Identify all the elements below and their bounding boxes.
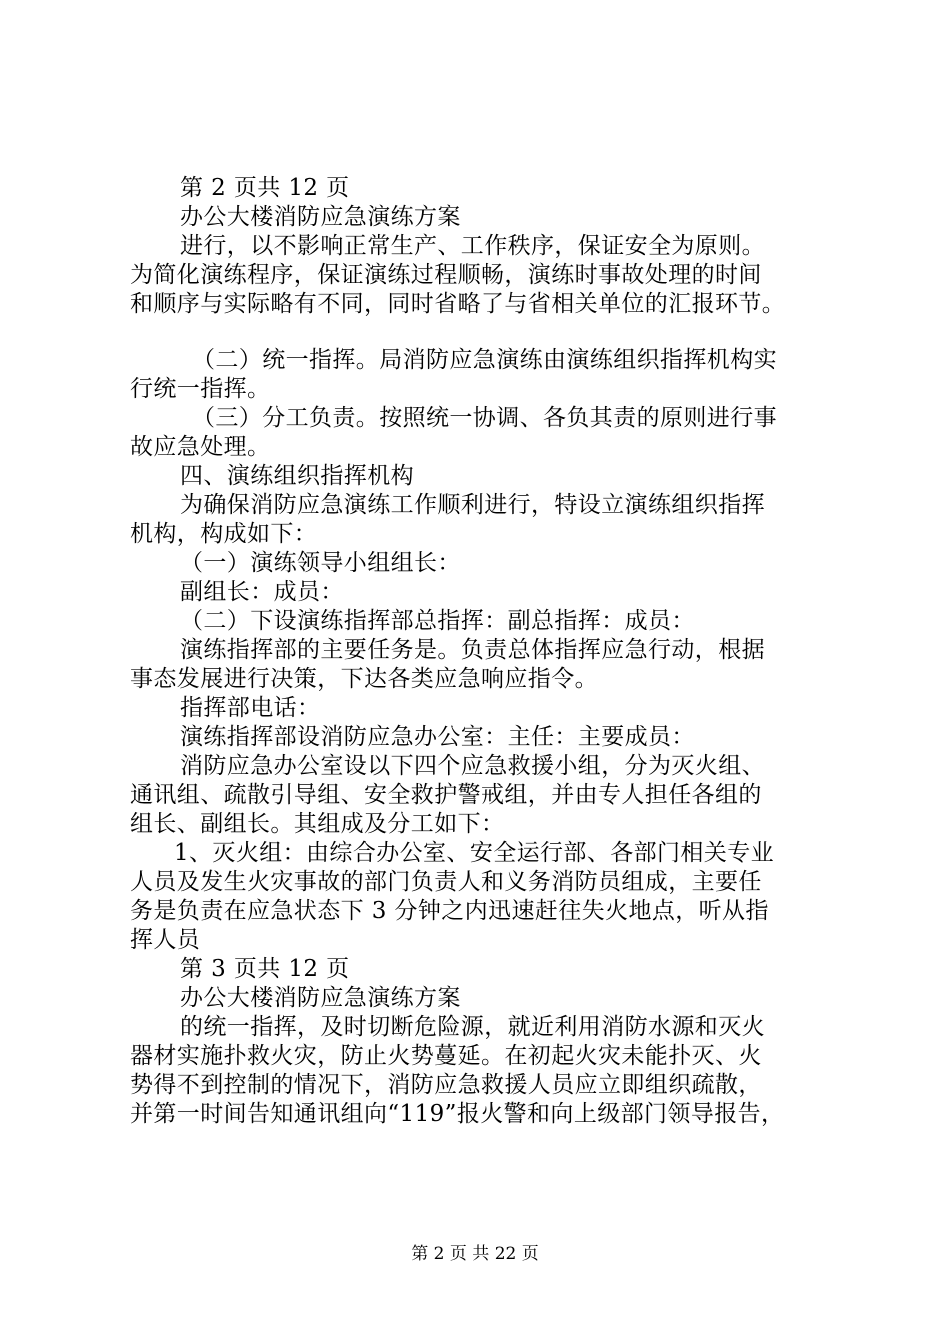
paragraph-line: （二）下设演练指挥部总指挥：副总指挥：成员： — [180, 608, 695, 634]
paragraph-line: （一）演练领导小组组长： — [180, 550, 461, 576]
page-marker: 第 3 页共 12 页 — [180, 956, 350, 982]
paragraph-line: 机构，构成如下： — [130, 521, 318, 547]
paragraph-line: 务是负责在应急状态下 3 分钟之内迅速赶往失火地点，听从指 — [130, 898, 769, 924]
page-marker: 第 2 页共 12 页 — [180, 175, 350, 201]
paragraph-line: 为简化演练程序，保证演练过程顺畅，演练时事故处理的时间 — [130, 262, 762, 288]
paragraph-line: 通讯组、疏散引导组、安全救护警戒组，并由专人担任各组的 — [130, 782, 762, 808]
page-footer: 第 2 页 共 22 页 — [411, 1244, 539, 1264]
paragraph-line: 演练指挥部的主要任务是。负责总体指挥应急行动，根据 — [180, 637, 765, 663]
paragraph-line: 的统一指挥，及时切断危险源，就近利用消防水源和灭火 — [180, 1014, 765, 1040]
paragraph-line: 副组长：成员： — [180, 579, 344, 605]
paragraph-line: 消防应急办公室设以下四个应急救援小组，分为灭火组、 — [180, 753, 765, 779]
paragraph-line: 挥人员 — [130, 927, 201, 953]
document-body — [130, 174, 840, 1129]
running-header: 办公大楼消防应急演练方案 — [180, 985, 461, 1011]
paragraph-line: 为确保消防应急演练工作顺利进行，特设立演练组织指挥 — [180, 492, 765, 518]
section-heading: 四、演练组织指挥机构 — [180, 463, 414, 489]
paragraph-line: 1、灭火组：由综合办公室、安全运行部、各部门相关专业 — [174, 840, 775, 866]
paragraph-line: 势得不到控制的情况下，消防应急救援人员应立即组织疏散， — [130, 1072, 762, 1098]
paragraph-line: 指挥部电话： — [180, 695, 321, 721]
paragraph-line: （三）分工负责。按照统一协调、各负其责的原则进行事 — [192, 405, 777, 431]
paragraph-line: 人员及发生火灾事故的部门负责人和义务消防员组成，主要任 — [130, 869, 762, 895]
paragraph-line: （二）统一指挥。局消防应急演练由演练组织指挥机构实 — [192, 347, 777, 373]
paragraph-line: 进行，以不影响正常生产、工作秩序，保证安全为原则。 — [180, 233, 765, 259]
paragraph-line: 组长、副组长。其组成及分工如下： — [130, 811, 505, 837]
paragraph-line: 和顺序与实际略有不同，同时省略了与省相关单位的汇报环节。 — [130, 291, 786, 317]
paragraph-line: 并第一时间告知通讯组向“119”报火警和向上级部门领导报告， — [130, 1101, 785, 1127]
paragraph-gap — [130, 319, 840, 346]
paragraph-line: 演练指挥部设消防应急办公室：主任：主要成员： — [180, 724, 695, 750]
paragraph-line: 事态发展进行决策，下达各类应急响应指令。 — [130, 666, 598, 692]
paragraph-line: 行统一指挥。 — [130, 376, 271, 402]
paragraph-line: 故应急处理。 — [130, 434, 271, 460]
paragraph-line: 器材实施扑救火灾，防止火势蔓延。在初起火灾未能扑灭、火 — [130, 1043, 762, 1069]
running-header: 办公大楼消防应急演练方案 — [180, 204, 461, 230]
